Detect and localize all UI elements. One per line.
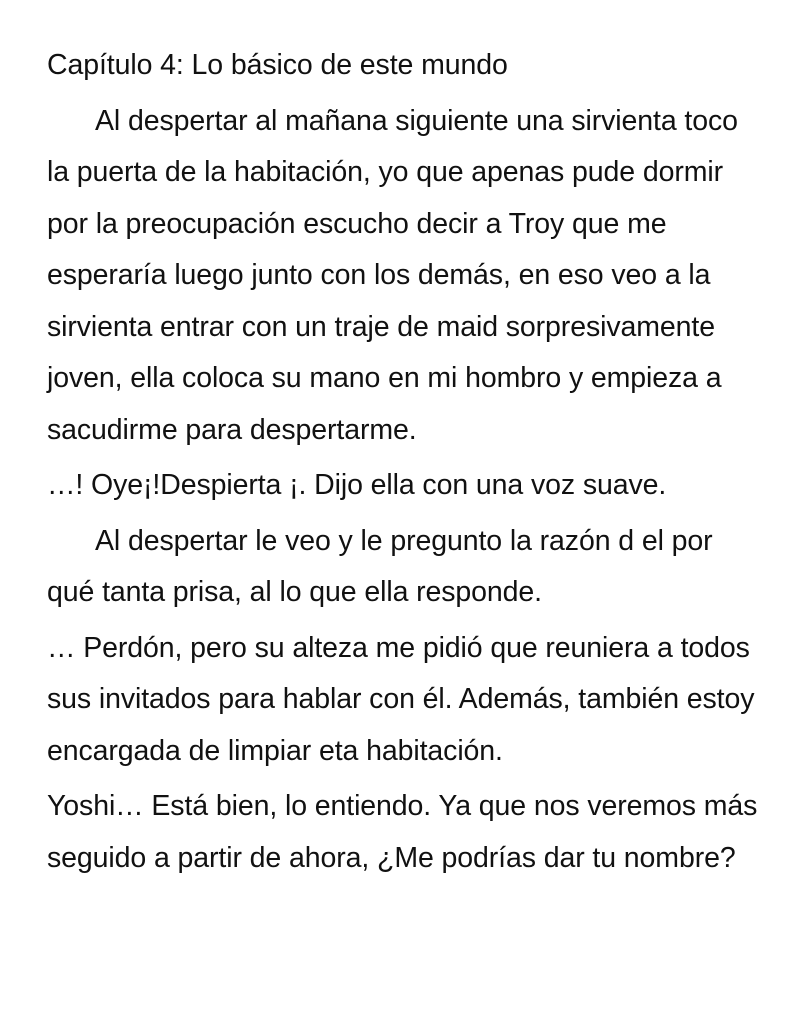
paragraph-narration-question: Al despertar le veo y le pregunto la razón d el por qué tanta prisa, al lo que ella responde. <box>47 524 713 608</box>
paragraph-dialogue-yoshi: Yoshi… Está bien, lo entiendo. Ya que nos veremos más seguido a partir de ahora, ¿Me podrías dar tu nombre? <box>47 790 758 874</box>
paragraph-narration-wake: Al despertar al mañana siguiente una sirvienta toco la puerta de la habitación, yo que apenas pude dormir por la preocupación escucho decir a Troy que me esperaría luego junto con los demás, en eso veo a la sirvienta entrar con un traje de maid sorpresivamente joven, ella coloca su mano en mi hombro y empieza a sacudirme para despertarme. <box>47 104 738 446</box>
document-page <box>47 40 767 888</box>
paragraph-dialogue-maid-reply: … Perdón, pero su alteza me pidió que reuniera a todos sus invitados para hablar con él. Además, también estoy encargada de limpiar eta habitación. <box>47 631 755 767</box>
paragraph-dialogue-maid-wake: …! Oye¡!Despierta ¡. Dijo ella con una voz suave. <box>47 469 667 501</box>
chapter-title: Capítulo 4: Lo básico de este mundo <box>47 49 508 81</box>
